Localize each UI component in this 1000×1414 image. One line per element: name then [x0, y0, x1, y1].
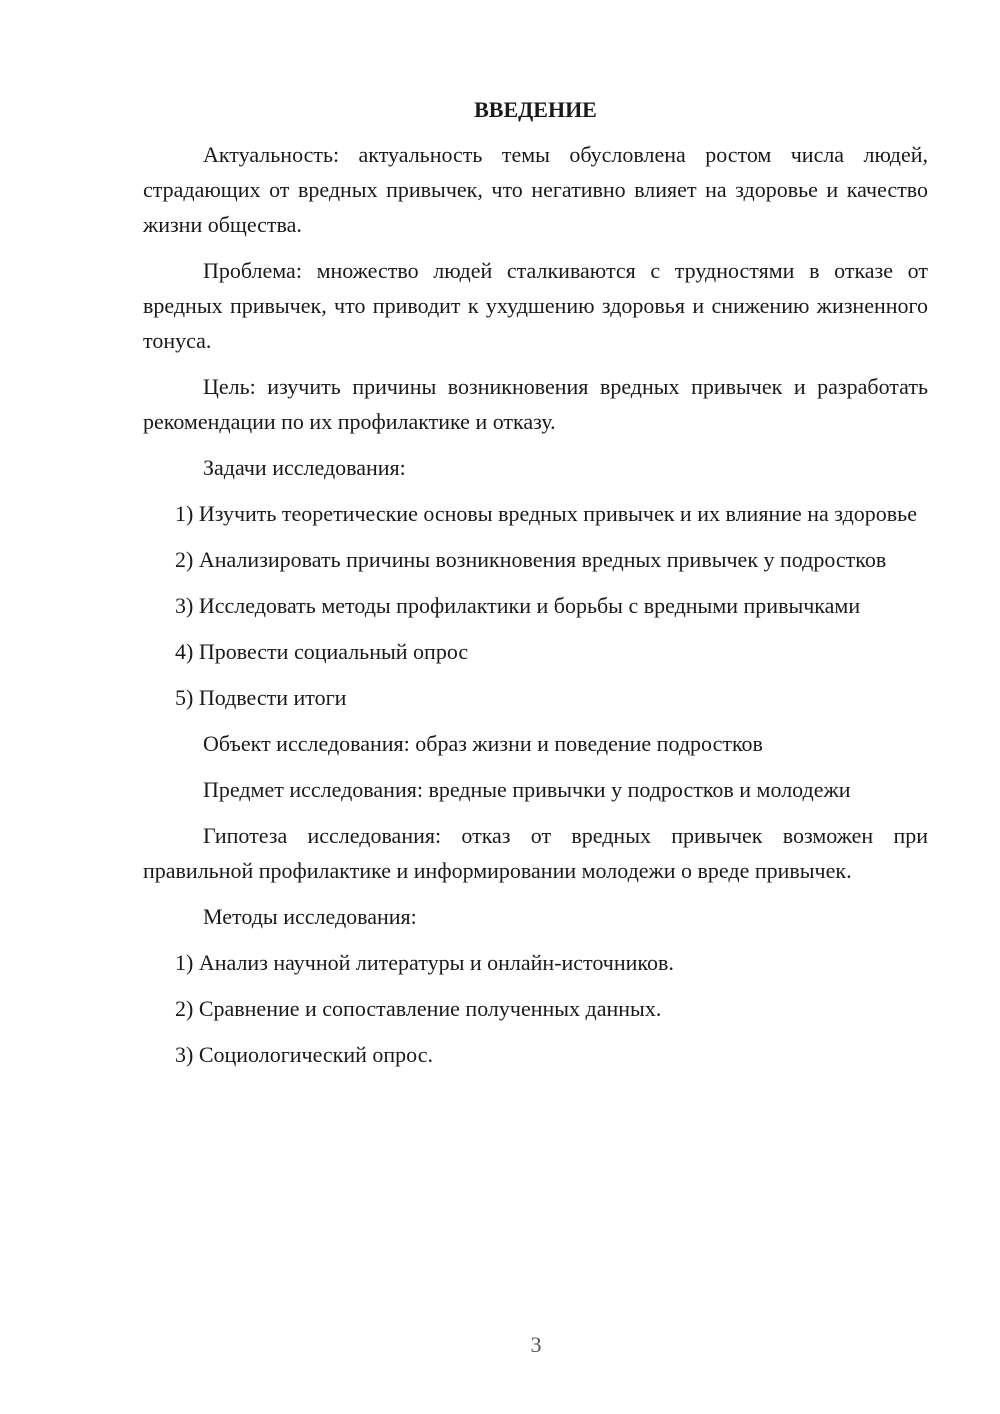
methods-title: Методы исследования: — [203, 904, 417, 929]
task-item: 4) Провести социальный опрос — [175, 639, 469, 664]
task-item: 5) Подвести итоги — [175, 685, 347, 710]
relevance-paragraph: Актуальность: актуальность темы обусловлена ростом числа людей, страдающих от вредных привычек, что негативно влияет на здоровье и качество жизни общества. — [143, 142, 928, 237]
object-paragraph: Объект исследования: образ жизни и поведение подростков — [203, 731, 763, 756]
method-item: 3) Социологический опрос. — [175, 1042, 433, 1067]
page-number: 3 — [530, 1332, 542, 1357]
subject-paragraph: Предмет исследования: вредные привычки у подростков и молодежи — [203, 777, 851, 802]
goal-paragraph: Цель: изучить причины возникновения вредных привычек и разработать рекомендации по их профилактике и отказу. — [143, 374, 928, 434]
document-page — [143, 92, 928, 1083]
task-item: 3) Исследовать методы профилактики и борьбы с вредными привычками — [175, 593, 861, 618]
tasks-title: Задачи исследования: — [203, 455, 406, 480]
method-item: 1) Анализ научной литературы и онлайн-источников. — [175, 950, 674, 975]
page-heading: ВВЕДЕНИЕ — [474, 97, 597, 122]
method-item: 2) Сравнение и сопоставление полученных данных. — [175, 996, 662, 1021]
task-item: 1) Изучить теоретические основы вредных привычек и их влияние на здоровье — [175, 501, 917, 526]
problem-paragraph: Проблема: множество людей сталкиваются с трудностями в отказе от вредных привычек, что приводит к ухудшению здоровья и снижению жизненного тонуса. — [143, 258, 928, 353]
task-item: 2) Анализировать причины возникновения вредных привычек у подростков — [175, 547, 887, 572]
hypothesis-paragraph: Гипотеза исследования: отказ от вредных привычек возможен при правильной профилактике и информировании молодежи о вреде привычек. — [143, 823, 928, 883]
